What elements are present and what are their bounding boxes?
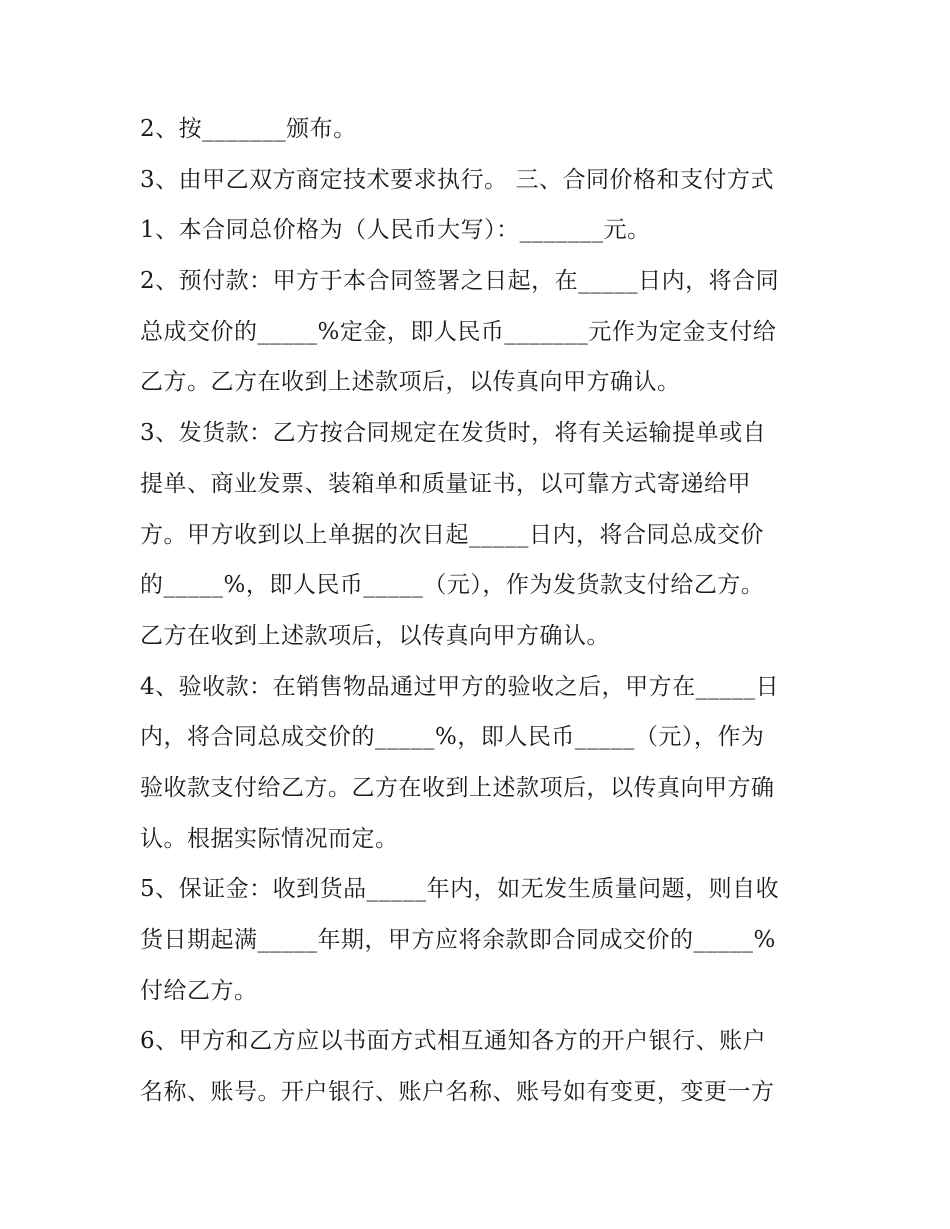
text-line-5: 总成交价的_____%定金，即人民币_______元作为定金支付给 xyxy=(140,318,777,345)
text-line-17: 货日期起满_____年期，甲方应将余款即合同成交价的_____% xyxy=(140,927,776,953)
text-line-9: 方。甲方收到以上单据的次日起_____日内，将合同总成交价 xyxy=(140,521,764,548)
text-line-8: 提单、商业发票、装箱单和质量证书，以可靠方式寄递给甲 xyxy=(140,470,751,497)
text-line-10: 的_____%，即人民币_____（元），作为发货款支付给乙方。 xyxy=(140,572,765,599)
text-line-20: 名称、账号。开户银行、账户名称、账号如有变更，变更一方 xyxy=(140,1079,775,1106)
text-line-3: 1、本合同总价格为（人民币大写）：_______元。 xyxy=(140,217,651,244)
text-line-7: 3、发货款：乙方按合同规定在发货时，将有关运输提单或自 xyxy=(140,420,767,447)
text-line-15: 认。根据实际情况而定。 xyxy=(140,825,399,852)
text-line-2: 3、由甲乙双方商定技术要求执行。 三、合同价格和支付方式 xyxy=(140,166,774,193)
text-line-12: 4、验收款：在销售物品通过甲方的验收之后，甲方在_____日 xyxy=(140,673,780,700)
text-line-1: 2、按_______颁布。 xyxy=(140,116,357,142)
text-line-18: 付给乙方。 xyxy=(140,977,258,1004)
text-line-16: 5、保证金：收到货品_____年内，如无发生质量问题，则自收 xyxy=(140,876,780,903)
text-line-19: 6、甲方和乙方应以书面方式相互通知各方的开户银行、账户 xyxy=(140,1028,767,1055)
text-line-13: 内，将合同总成交价的_____%，即人民币_____（元），作为 xyxy=(140,724,765,751)
text-line-6: 乙方。乙方在收到上述款项后，以传真向甲方确认。 xyxy=(140,369,681,396)
text-line-11: 乙方在收到上述款项后，以传真向甲方确认。 xyxy=(140,622,610,649)
contract-text xyxy=(140,104,830,1118)
text-line-4: 2、预付款：甲方于本合同签署之日起，在_____日内，将合同 xyxy=(140,268,780,295)
text-line-14: 验收款支付给乙方。乙方在收到上述款项后，以传真向甲方确 xyxy=(140,774,775,801)
